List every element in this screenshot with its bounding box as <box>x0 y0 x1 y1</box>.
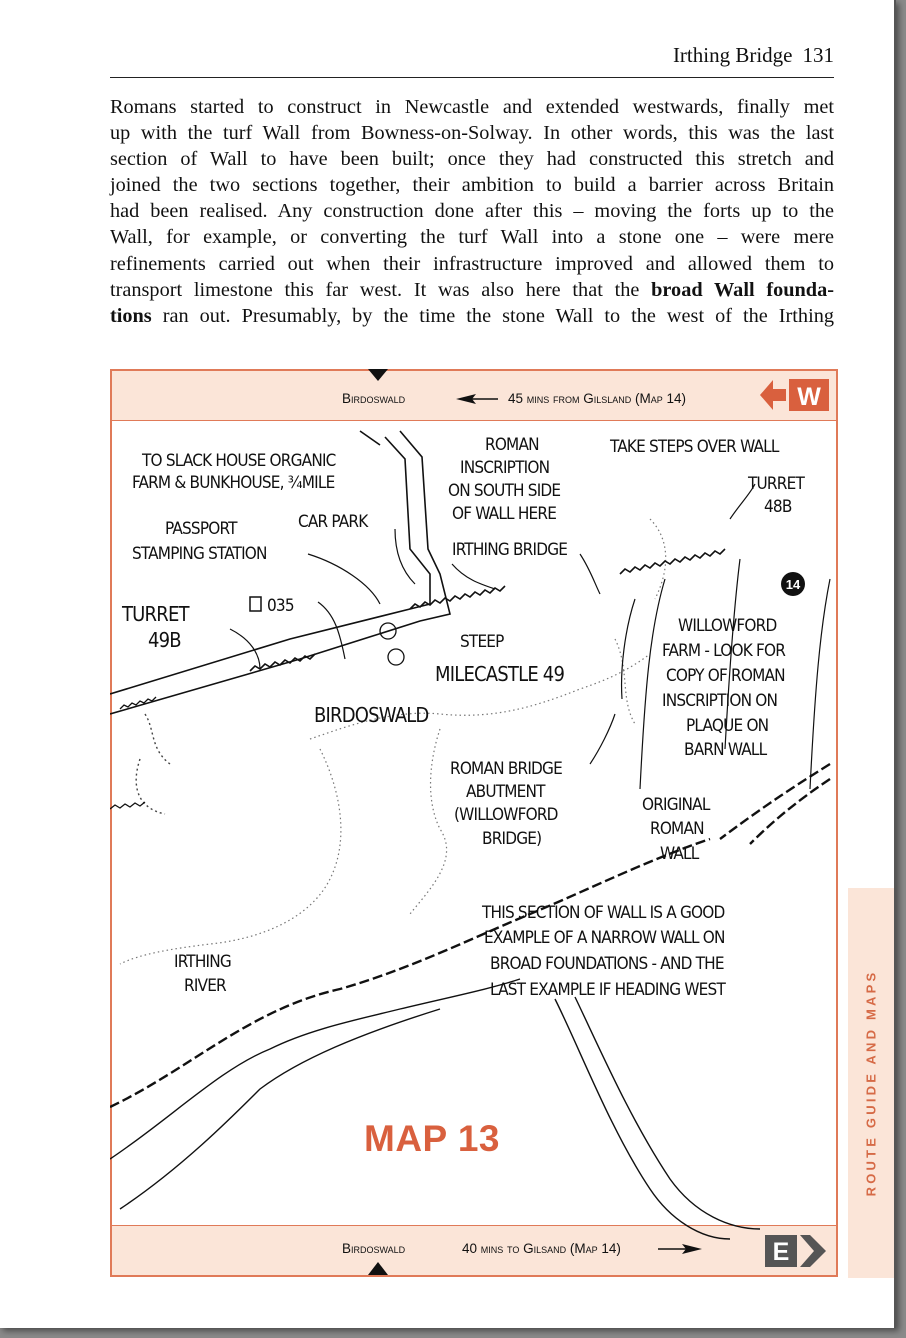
west-direction-badge <box>760 379 829 411</box>
original-wall-line-2: ROMAN <box>650 819 704 839</box>
roman-inscription-line-2: INSCRIPTION <box>460 458 550 478</box>
side-tab-label: ROUTE GUIDE AND MAPS <box>863 969 879 1197</box>
passport-line-1: PASSPORT <box>165 519 237 539</box>
river-bank-south <box>120 749 341 964</box>
willowford-line-6: BARN WALL <box>684 740 767 760</box>
wall-section-line-2: EXAMPLE OF A NARROW WALL ON <box>484 928 725 948</box>
roman-bridge-line-4: BRIDGE) <box>482 829 542 849</box>
map-link-number: 14 <box>785 577 801 592</box>
car-park-label: CAR PARK <box>298 512 368 532</box>
body-text-run: Romans started to construct in Newcastle and extended westwards, finally met <box>110 96 834 118</box>
south-marker-icon <box>368 1262 388 1275</box>
section-title: Irthing Bridge <box>672 43 793 67</box>
milecastle-label: MILECASTLE 49 <box>435 662 565 686</box>
bottom-band-place: Birdoswald <box>342 1241 406 1256</box>
slack-house-line-1: TO SLACK HOUSE ORGANIC <box>142 451 336 471</box>
spot-height-label: 035 <box>267 596 294 616</box>
page-number: 131 <box>802 43 834 67</box>
wall-section-line-1: THIS SECTION OF WALL IS A GOOD <box>482 903 725 923</box>
willowford-line-1: WILLOWFORD <box>678 616 777 636</box>
side-tab <box>848 888 894 1278</box>
east-arrow-icon <box>658 1244 702 1254</box>
roman-inscription-line-1: ROMAN <box>485 435 539 455</box>
road-south-east <box>555 997 760 1239</box>
willowford-line-3: COPY OF ROMAN <box>666 666 785 686</box>
north-marker-icon <box>368 369 388 381</box>
body-text-line <box>110 277 834 303</box>
top-band-route: 45 mins from Gilsland (Map 14) <box>508 391 687 406</box>
river-bank-east <box>615 519 666 724</box>
body-text-line <box>110 224 834 250</box>
body-text-run: Wall, for example, or converting the turf Wall into a stone one – were mere <box>110 226 834 249</box>
east-direction-badge <box>765 1235 826 1267</box>
turret-48b-line-2: 48B <box>764 497 792 517</box>
willowford-line-5: PLAQUE ON <box>686 716 769 736</box>
slack-house-line-2: FARM & BUNKHOUSE, ¾MILE <box>132 473 335 493</box>
road-arrow-icon <box>360 431 380 445</box>
body-text-line <box>110 120 834 146</box>
birdoswald-map-label: BIRDOSWALD <box>314 703 429 727</box>
turret-48b-line-1: TURRET <box>748 474 804 494</box>
west-badge-letter: W <box>797 383 821 411</box>
body-text-run: section of Wall to have been built; once they had constructed this stretch and <box>110 148 834 171</box>
roman-bridge-line-1: ROMAN BRIDGE <box>450 759 562 779</box>
original-wall-line-3: WALL <box>660 844 699 864</box>
passport-line-2: STAMPING STATION <box>132 544 267 564</box>
top-band-place: Birdoswald <box>342 391 406 406</box>
turret-49b-line-2: 49B <box>148 628 181 652</box>
steep-label: STEEP <box>460 632 504 652</box>
roman-inscription-line-3: ON SOUTH SIDE <box>448 481 561 501</box>
body-text-run: refinements carried out when their infrastructure improved and allowed them to <box>110 252 834 275</box>
river-line-north <box>120 1009 440 1209</box>
body-text-run: joined the two sections together, their ambition to build a barrier across Britain <box>110 174 834 197</box>
roman-inscription-line-4: OF WALL HERE <box>452 504 557 524</box>
willowford-line-2: FARM - LOOK FOR <box>662 641 786 661</box>
body-text-bold: broad Wall founda- <box>651 278 834 301</box>
body-text-run: had been realised. Any construction done after this – moving the forts up to the <box>110 200 834 223</box>
east-badge-letter: E <box>772 1238 790 1266</box>
body-text-line <box>110 251 834 277</box>
body-text-run: up with the turf Wall from Bowness-on-Solway. In other words, this was the last <box>110 122 834 145</box>
body-text-line <box>110 198 834 224</box>
body-text-line <box>110 146 834 172</box>
irthing-bridge-label: IRTHING BRIDGE <box>452 540 568 560</box>
roman-bridge-line-2: ABUTMENT <box>466 782 545 802</box>
body-text-bold: tions <box>110 304 152 327</box>
willowford-line-4: INSCRIPTION ON <box>662 691 778 711</box>
wall-fragment-west <box>110 697 156 809</box>
running-head <box>110 42 834 78</box>
river-bank-west <box>136 714 170 814</box>
bottom-band-route: 40 mins to Gilsand (Map 14) <box>462 1241 621 1256</box>
west-arrow-icon <box>456 394 498 404</box>
roman-bridge-line-3: (WILLOWFORD <box>454 805 558 825</box>
wall-section-line-3: BROAD FOUNDATIONS - AND THE <box>490 954 724 974</box>
body-text-line <box>110 172 834 198</box>
take-steps-label: TAKE STEPS OVER WALL <box>610 437 779 457</box>
irthing-river-line-2: RIVER <box>184 976 226 996</box>
body-text <box>110 94 834 329</box>
water-point-icon <box>250 597 261 611</box>
body-text-line <box>110 303 834 329</box>
river-bank-middle <box>410 729 447 914</box>
body-text-run: ran out. Presumably, by the time the stone Wall to the west of the Irthing <box>151 304 834 327</box>
turret-49b-line-1: TURRET <box>122 602 189 626</box>
original-wall-line-1: ORIGINAL <box>642 795 710 815</box>
wall-section-line-4: LAST EXAMPLE IF HEADING WEST <box>490 980 725 1000</box>
map-title: MAP 13 <box>364 1118 500 1159</box>
body-text-line <box>110 94 834 120</box>
irthing-river-line-1: IRTHING <box>174 952 231 972</box>
body-text-run: transport limestone this far west. It was also here that the <box>110 278 652 301</box>
